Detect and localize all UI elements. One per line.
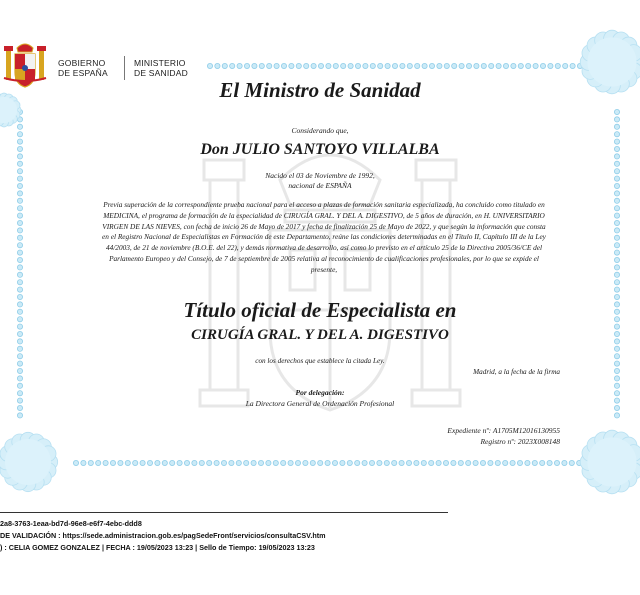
border-dot [17,272,22,277]
border-dot [118,460,123,465]
border-dot [236,460,241,465]
border-dot [348,63,353,68]
border-dot [362,460,367,465]
border-dot [570,63,575,68]
place-date-text: Madrid, a la fecha de la firma [473,368,560,376]
border-dot [266,460,271,465]
border-dot [407,63,412,68]
border-dot [17,413,22,418]
border-dot [355,460,360,465]
ministry-label [134,58,188,78]
min-line-1: MINISTERIO [134,58,186,68]
border-dot [355,63,360,68]
border-dot [614,287,619,292]
border-dot [207,460,212,465]
corner-rosette-bottom-right [580,430,640,494]
border-dot [563,63,568,68]
border-dot [17,235,22,240]
border-dot [177,460,182,465]
border-dot [525,460,530,465]
border-dot [221,460,226,465]
border-dot [347,460,352,465]
border-dot [304,63,309,68]
border-dot [400,63,405,68]
border-dot [296,63,301,68]
border-dot [614,376,619,381]
border-dot [363,63,368,68]
border-dot [555,63,560,68]
border-dot [474,63,479,68]
nationality: nacional de ESPAÑA [288,181,352,190]
border-dot [489,63,494,68]
border-dot [614,117,619,122]
rights-text: con los derechos que establece la citada Ley. [255,357,385,365]
border-dot [614,213,619,218]
border-dot [333,63,338,68]
border-dot [17,243,22,248]
border-dot [614,243,619,248]
border-dot [318,460,323,465]
government-label [58,58,108,78]
border-dot [155,460,160,465]
corner-rosette-bottom-left [0,432,58,491]
border-dot [370,63,375,68]
border-dot [614,109,619,114]
border-dot [267,63,272,68]
border-dot [495,460,500,465]
border-dot [311,63,316,68]
border-dot [614,228,619,233]
specialty-name: CIRUGÍA GRAL. Y DEL A. DIGESTIVO [191,327,449,343]
registro-number: Registro nº: 2023X008148 [480,437,560,446]
border-dot [140,460,145,465]
border-dot [614,265,619,270]
border-dot [258,460,263,465]
border-dot [466,63,471,68]
border-dot [614,280,619,285]
border-dot [17,368,22,373]
border-dot [369,460,374,465]
border-dot [318,63,323,68]
signature-info: ) : CELIA GOMEZ GONZALEZ | FECHA : 19/05/2023 13:23 | Sello de Tiempo: 19/05/2023 13:23 [0,543,315,552]
border-dot [451,460,456,465]
border-dot [547,460,552,465]
border-dot [340,460,345,465]
border-dot [96,460,101,465]
border-dot [392,460,397,465]
border-dot [540,460,545,465]
border-dot [511,63,516,68]
min-line-2: DE SANIDAD [134,68,188,78]
border-dot [133,460,138,465]
border-dot [325,460,330,465]
header-divider [124,56,125,80]
border-dot [436,460,441,465]
border-dot [533,63,538,68]
border-dot [17,265,22,270]
border-dot [103,460,108,465]
border-dot [554,460,559,465]
border-dot [332,460,337,465]
considering-text: Considerando que, [291,126,349,135]
validation-url: DE VALIDACIÓN : https://sede.administracion.gob.es/pagSedeFront/servicios/consultaCSV.htm [0,531,326,540]
border-dot [569,460,574,465]
border-dot [17,206,22,211]
border-dot [199,460,204,465]
border-dot [562,460,567,465]
border-dot [17,280,22,285]
border-dot [415,63,420,68]
border-dot [125,460,130,465]
certificate-title: Título oficial de Especialista en [183,298,457,322]
issuer-heading: El Ministro de Sanidad [219,78,421,102]
border-dot [452,63,457,68]
record-numbers [447,425,560,447]
border-dot [458,460,463,465]
border-dot [184,460,189,465]
border-dot [17,198,22,203]
border-dot [444,63,449,68]
border-dot [17,228,22,233]
border-dot [437,63,442,68]
border-dot [614,413,619,418]
border-dot [466,460,471,465]
certificate-body-text: Previa superación de la correspondiente prueba nacional para el acceso a plazas de formación sanitaria especializada, ha concluido como titulado en MEDICINA, el programa de formación de la especialidad de CIRUGÍA GRAL. Y DEL A. DIGESTIVO, de 5 años de duración, en H. UNIVERSITARIO VIRGEN DE LAS NIEVES, con fecha de inicio 26 de Mayo de 2017 y fecha de finalización 25 de Mayo de 2022, y que según la información que consta en el Registro Nacional de Especialistas en Formación de este Departamento, reúne las condiciones determinadas en el Título II, Capítulo III de la Ley 44/2003, de 21 de noviembre (B.O.E. del 22), y demás normativa de desarrollo, así como lo previsto en el artículo 25 de la Directiva 2005/36/CE del Parlamento Europeo y del Consejo, de 7 de septiembre de 2005 relativa al reconocimiento de cualificaciones profesionales, por lo que se expide el presente, [102,200,546,274]
border-dot [281,63,286,68]
border-dot [614,206,619,211]
border-dot [147,460,152,465]
border-dot [526,63,531,68]
border-dot [443,460,448,465]
border-dot [17,376,22,381]
border-dot [614,220,619,225]
gov-line-2: DE ESPAÑA [58,68,108,78]
delegation-label: Por delegación: [295,388,345,397]
border-dot [614,272,619,277]
border-dot [192,460,197,465]
border-dot [614,346,619,351]
border-dot [377,460,382,465]
border-dot [384,460,389,465]
footer-divider [0,512,448,513]
border-dot [273,460,278,465]
border-dot [414,460,419,465]
birth-info [0,171,640,191]
border-dot [17,250,22,255]
border-dot [548,63,553,68]
border-dot [88,460,93,465]
border-dot [289,63,294,68]
border-dot [488,460,493,465]
border-dot [341,63,346,68]
director-title: La Directora General de Ordenación Profesional [245,399,395,408]
border-dot [614,191,619,196]
holder-name: Don JULIO SANTOYO VILLALBA [200,141,440,158]
border-dot [17,161,22,166]
border-dot [517,460,522,465]
border-dot [399,460,404,465]
csv-code: 2a8-3763-1eaa-bd7d-96e8-e6f7-4ebc-ddd8 [0,519,142,528]
border-dot [326,63,331,68]
border-dot [481,63,486,68]
birth-date: Nacido el 03 de Noviembre de 1992, [265,171,375,180]
border-dot [378,63,383,68]
border-dot [540,63,545,68]
border-dot [17,287,22,292]
border-dot [422,63,427,68]
border-dot [614,250,619,255]
border-dot [532,460,537,465]
border-dot [162,460,167,465]
border-dot [614,257,619,262]
border-dot [274,63,279,68]
border-dot [614,198,619,203]
border-dot [459,63,464,68]
border-dot [385,63,390,68]
border-dot [281,460,286,465]
border-dot [288,460,293,465]
border-dot [73,460,78,465]
border-dot [429,460,434,465]
border-dot [510,460,515,465]
border-dot [496,63,501,68]
border-dot [473,460,478,465]
border-dot [170,460,175,465]
border-dot [214,460,219,465]
border-dot [17,213,22,218]
border-dot [503,63,508,68]
border-dot [81,460,86,465]
border-dot [406,460,411,465]
border-dot [614,235,619,240]
border-dot [392,63,397,68]
border-dot [17,191,22,196]
border-dot [614,161,619,166]
border-dot [480,460,485,465]
border-dot [17,346,22,351]
border-dot [614,368,619,373]
border-dot [295,460,300,465]
border-dot [244,460,249,465]
border-dot [251,460,256,465]
border-dot [17,220,22,225]
border-dot [310,460,315,465]
border-dot [421,460,426,465]
border-dot [429,63,434,68]
border-dot [17,257,22,262]
border-dot [518,63,523,68]
gov-line-1: GOBIERNO [58,58,106,68]
border-dot [229,460,234,465]
border-dot [110,460,115,465]
border-dot [303,460,308,465]
expediente-number: Expediente nº: A1705M12016130955 [447,426,560,435]
border-dot [503,460,508,465]
